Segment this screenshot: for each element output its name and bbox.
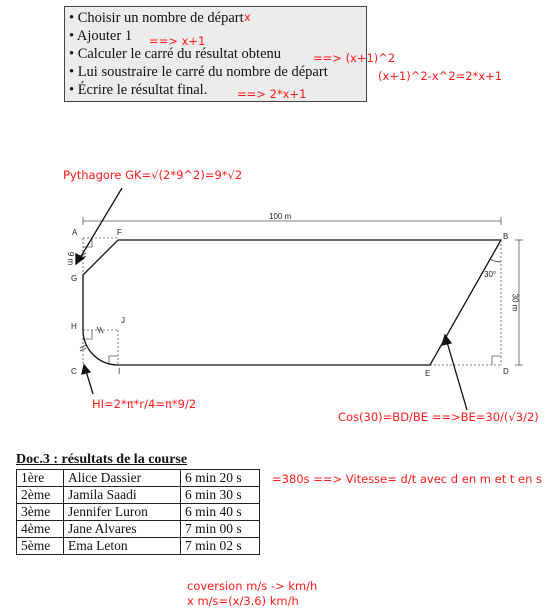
dimension-right-label: 30 m [510,293,520,312]
rank-cell: 5ème [17,538,64,555]
right-angle-marks [83,238,501,365]
point-label-a: A [72,228,78,237]
table-row [17,470,260,487]
annotation-hi: HI=2*π*r/4=π*9/2 [92,397,197,411]
conversion-line-1: coversion m/s -> km/h [187,579,318,593]
time-cell: 6 min 30 s [181,487,260,504]
point-label-g: G [71,274,78,283]
algorithm-step-5: • Écrire le résultat final. [69,82,208,98]
name-cell: Alice Dassier [64,470,181,487]
point-label-d: D [503,367,509,376]
rank-cell: 3ème [17,504,64,521]
angle-label: 30° [484,270,497,279]
point-label-h: H [71,322,77,331]
name-cell: Jamila Saadi [64,487,181,504]
point-label-b: B [503,232,509,241]
time-cell: 7 min 00 s [181,521,260,538]
note-square: ==> (x+1)^2 [313,51,396,65]
results-table [16,469,260,555]
construction-lines [83,238,501,365]
name-cell: Jane Alvares [64,521,181,538]
track-outline [83,240,501,365]
table-row [17,521,260,538]
name-cell: Ema Leton [64,538,181,555]
doc3-title [16,452,187,468]
algorithm-step-4: • Lui soustraire le carré du nombre de départ [69,64,328,80]
angle-arc [490,259,501,262]
note-difference: (x+1)^2-x^2=2*x+1 [378,69,503,83]
doc3-title-text: Doc.3 : résultats de la course [16,452,188,467]
name-cell: Jennifer Luron [64,504,181,521]
dimension-top-line [83,217,501,225]
dimension-top-label: 100 m [269,212,292,221]
annotation-pythagore: Pythagore GK=√(2*9^2)=9*√2 [63,168,243,182]
dimension-left-label: 9 m [66,251,76,266]
point-label-e: E [425,369,431,378]
note-result: ==> 2*x+1 [237,87,307,101]
note-x: x [244,10,251,24]
point-label-i: I [118,367,121,376]
algorithm-step-2: • Ajouter 1 [69,28,133,44]
table-row [17,538,260,555]
note-x-plus-1: ==> x+1 [149,34,206,48]
rank-cell: 2ème [17,487,64,504]
point-label-j: J [121,316,125,325]
point-label-c: C [71,367,77,376]
rank-cell: 4ème [17,521,64,538]
time-cell: 7 min 02 s [181,538,260,555]
rank-cell: 1ère [17,470,64,487]
point-label-f: F [117,228,122,237]
annotation-cos: Cos(30)=BD/BE ==>BE=30/(√3/2) [338,410,539,424]
table-row [17,504,260,521]
time-cell: 6 min 40 s [181,504,260,521]
algorithm-step-3: • Calculer le carré du résultat obtenu [69,46,282,62]
note-speed: =380s ==> Vitesse= d/t avec d en m et t en s [272,472,543,486]
algorithm-step-1: • Choisir un nombre de départ [69,10,244,26]
conversion-line-2: x m/s=(x/3.6) km/h [187,594,299,608]
time-cell: 6 min 20 s [181,470,260,487]
table-row [17,487,260,504]
